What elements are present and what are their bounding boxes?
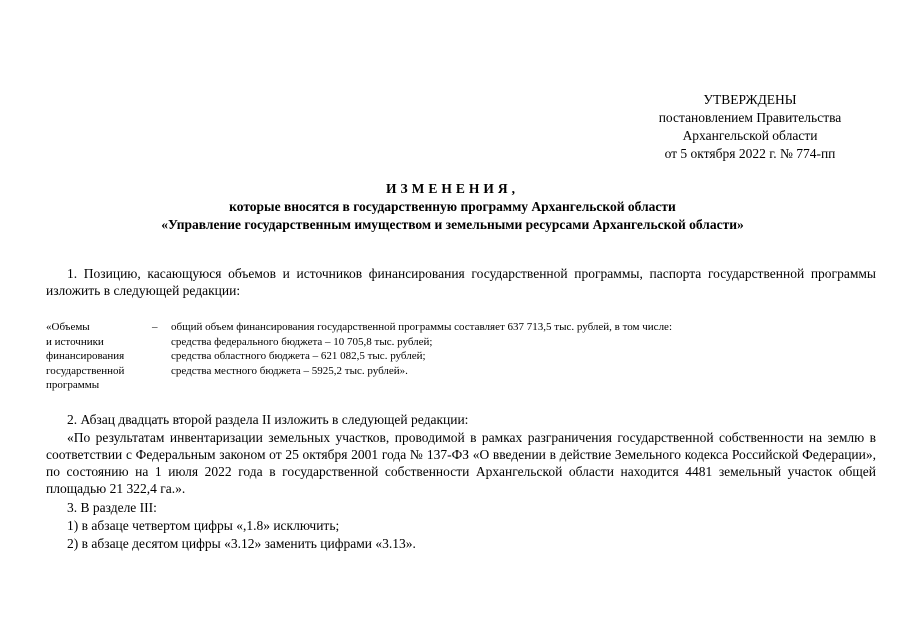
item-2-quote: «По результатам инвентаризации земельных участков, проводимой в рамках разграничения государственной собственности на землю в соответствии с Федеральным законом от 25 октября 2001 года № 137-ФЗ «О введении в действие Земельного кодекса Российской Федерации», по состоянию на 1 июля 2022 года в государственной собственности Архангельской области находится 4481 земельный участок общей площадью 21 322,4 га.». [46,430,876,496]
passport-label-line: «Объемы [46,321,90,333]
passport-value-line: средства областного бюджета – 621 082,5 тыс. рублей; [171,350,426,362]
item-1-paragraph: 1. Позицию, касающуюся объемов и источников финансирования государственной программы, паспорта государственной программы изложить в следующей редакции: [46,266,876,298]
approval-date: от 5 октября 2022 г. № 774-пп [664,146,836,161]
item-3-sub-1: 1) в абзаце четвертом цифры «,1.8» исключить; [67,518,340,533]
passport-label-cell [46,320,146,393]
passport-value-line: общий объем финансирования государственной программы составляет 637 713,5 тыс. рублей, в том числе: [171,321,672,333]
passport-label-line: программы [46,379,100,391]
passport-label-line: финансирования [46,350,125,362]
approval-heading: УТВЕРЖДЕНЫ [703,92,797,107]
item-3-sub-2: 2) в абзаце десятом цифры «3.12» заменить цифрами «3.13». [67,536,416,551]
title-program-name: «Управление государственным имуществом и земельными ресурсами Архангельской области» [161,217,744,232]
item-2-intro: 2. Абзац двадцать второй раздела II изложить в следующей редакции: [67,412,469,427]
document-title [40,180,865,234]
passport-value-cell [171,320,871,378]
passport-label-line: и источники [46,335,104,348]
title-subtitle: которые вносятся в государственную программу Архангельской области [229,199,676,214]
approval-issuer: постановлением Правительства [658,110,842,125]
item-3-intro: 3. В разделе III: [67,500,157,515]
approval-stamp [600,91,900,163]
passport-dash: – [152,321,158,333]
passport-label-line: государственной [46,364,125,377]
title-heading: ИЗМЕНЕНИЯ, [385,181,519,196]
approval-region: Архангельской области [682,128,818,143]
passport-value-line: средства федерального бюджета – 10 705,8 тыс. рублей; [171,335,433,348]
passport-value-line: средства местного бюджета – 5925,2 тыс. рублей». [171,364,408,377]
